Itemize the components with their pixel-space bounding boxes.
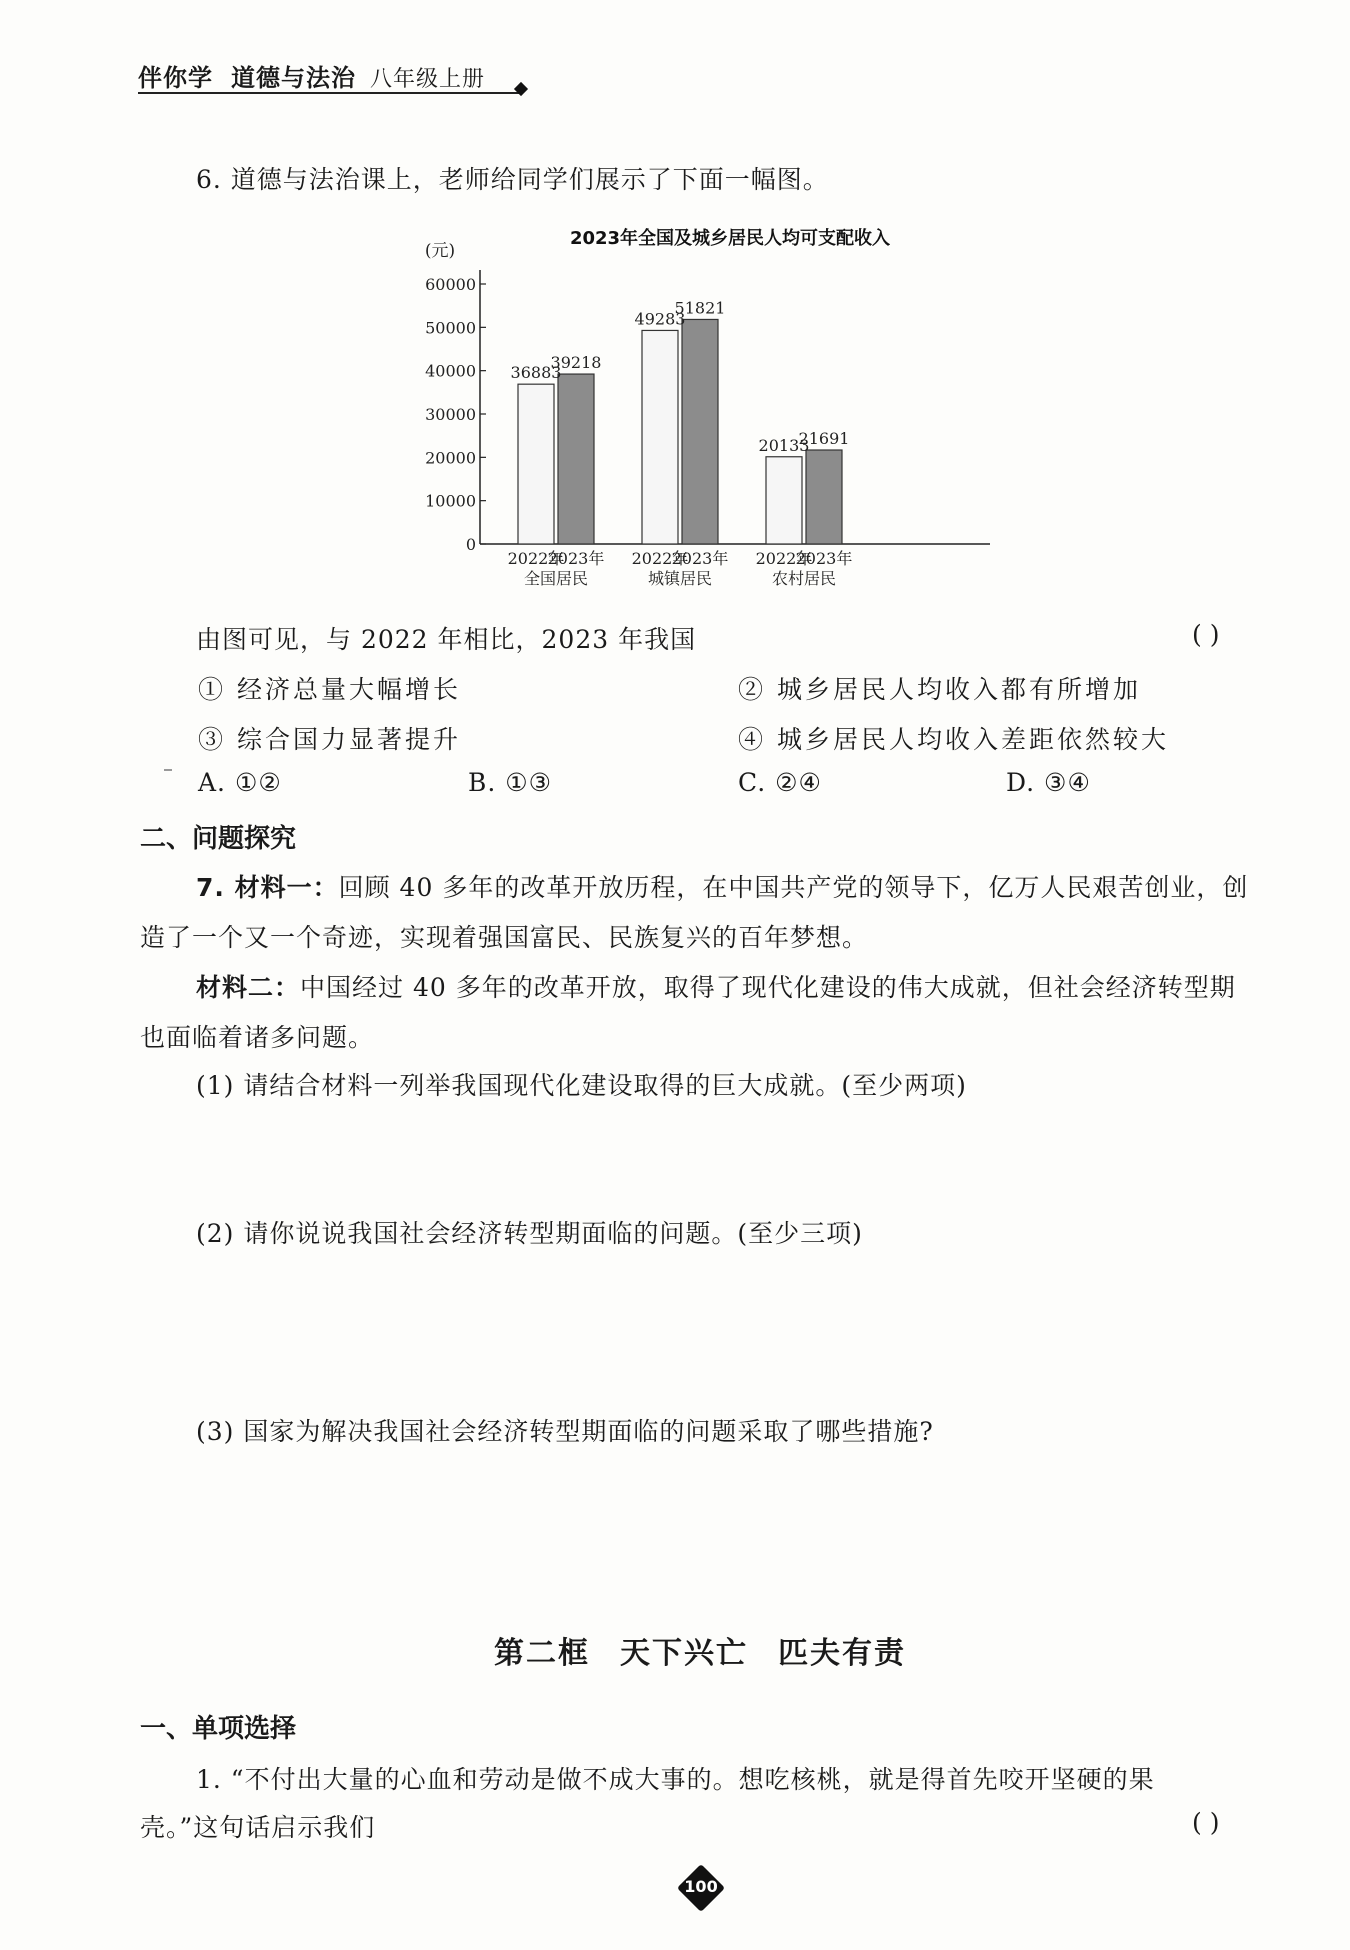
chart-group-label: 城镇居民 [647, 569, 713, 588]
chart-data-label: 20133 [758, 435, 810, 455]
chart-bar [766, 457, 802, 544]
chart-bar [558, 374, 594, 544]
chart-y-tick-label: 50000 [425, 318, 476, 338]
section-inquiry-title: 二、问题探究 [140, 824, 297, 854]
q6-statement-2: ② 城乡居民人均收入都有所增加 [738, 675, 1141, 704]
q7-material1-line2: 造了一个又一个奇迹，实现着强国富民、民族复兴的百年梦想。 [140, 923, 869, 952]
chart-category-label: 2022年 [631, 549, 689, 568]
running-header [138, 58, 485, 93]
q7-material2-text1: 中国经过 40 多年的改革开放，取得了现代化建设的伟大成就，但社会经济转型期 [300, 973, 1236, 1002]
page-number: 100 [684, 1877, 718, 1896]
chart-category-label: 2023年 [671, 549, 729, 568]
q7-material2-line1 [196, 968, 1236, 1004]
q6-statement-3: ③ 综合国力显著提升 [198, 725, 461, 754]
chart-category-label: 2023年 [795, 549, 853, 568]
q6-option-c[interactable]: C. ②④ [738, 768, 822, 797]
q6-option-d[interactable]: D. ③④ [1006, 768, 1091, 797]
header-underline [138, 92, 520, 94]
section-single-choice-title: 一、单项选择 [140, 1714, 297, 1744]
chart-bar [642, 330, 678, 544]
margin-mark [164, 769, 172, 771]
income-bar-chart-svg [400, 222, 1020, 602]
chart-data-label: 49283 [634, 309, 686, 329]
header-subject: 道德与法治 [231, 64, 356, 92]
q7-material1-line1 [196, 868, 1248, 904]
frame2-title-b: 天下兴亡 [620, 1636, 748, 1671]
chart-y-tick-label: 0 [465, 535, 476, 554]
new-q1-line1: 1. “不付出大量的心血和劳动是做不成大事的。想吃核桃，就是得首先咬开坚硬的果 [196, 1765, 1155, 1794]
chart-data-label: 51821 [674, 298, 726, 318]
frame2-title-c: 匹夫有责 [778, 1636, 906, 1671]
chart-category-label: 2022年 [755, 549, 813, 568]
q7-subquestion-2: (2) 请你说说我国社会经济转型期面临的问题。(至少三项) [196, 1219, 863, 1248]
chart-y-unit: (元) [424, 241, 456, 261]
new-q1-answer-paren[interactable]: ( ) [1192, 1808, 1220, 1837]
chart-title: 2023年全国及城乡居民人均可支配收入 [569, 228, 891, 249]
header-grade: 八年级上册 [370, 67, 486, 92]
q6-prompt: 由图可见，与 2022 年相比，2023 年我国 [196, 625, 697, 654]
q6-stem: 6. 道德与法治课上，老师给同学们展示了下面一幅图。 [196, 165, 829, 194]
chart-bar [682, 319, 718, 544]
q6-answer-paren[interactable]: ( ) [1192, 620, 1220, 649]
chart-y-tick-label: 40000 [425, 361, 476, 381]
chart-data-label: 36883 [510, 363, 562, 383]
q6-option-b[interactable]: B. ①③ [468, 768, 553, 797]
header-brand: 伴你学 [138, 64, 213, 92]
chart-y-tick-label: 10000 [425, 491, 476, 511]
frame2-title [494, 1628, 906, 1672]
chart-group-label: 农村居民 [771, 569, 837, 588]
frame2-title-a: 第二框 [494, 1636, 590, 1671]
q7-material2-label: 材料二： [196, 973, 301, 1002]
chart-y-tick-label: 60000 [425, 275, 476, 294]
q7-material1-text1: 回顾 40 多年的改革开放历程，在中国共产党的领导下，亿万人民艰苦创业，创 [338, 873, 1249, 902]
new-q1-line2: 壳。”这句话启示我们 [140, 1813, 376, 1842]
q7-material1-label: 7. 材料一： [196, 873, 339, 902]
q7-subquestion-3: (3) 国家为解决我国社会经济转型期面临的问题采取了哪些措施? [196, 1417, 934, 1446]
chart-category-label: 2022年 [507, 549, 565, 568]
chart-axes [480, 270, 990, 544]
q6-statement-1: ① 经济总量大幅增长 [198, 675, 461, 704]
chart-bar [518, 384, 554, 544]
chart-category-label: 2023年 [547, 549, 605, 568]
chart-group-label: 全国居民 [523, 569, 589, 588]
chart-data-label: 39218 [550, 353, 602, 373]
q6-statement-4: ④ 城乡居民人均收入差距依然较大 [738, 725, 1169, 754]
chart-y-tick-label: 20000 [425, 448, 476, 468]
income-bar-chart [400, 222, 1020, 602]
q7-subquestion-1: (1) 请结合材料一列举我国现代化建设取得的巨大成就。(至少两项) [196, 1071, 967, 1100]
chart-y-tick-label: 30000 [425, 405, 476, 424]
chart-bar [806, 450, 842, 544]
q7-material2-line2: 也面临着诸多问题。 [140, 1023, 375, 1052]
page-number-badge [676, 1863, 726, 1913]
q6-option-a[interactable]: A. ①② [198, 768, 282, 797]
chart-data-label: 21691 [798, 429, 850, 449]
